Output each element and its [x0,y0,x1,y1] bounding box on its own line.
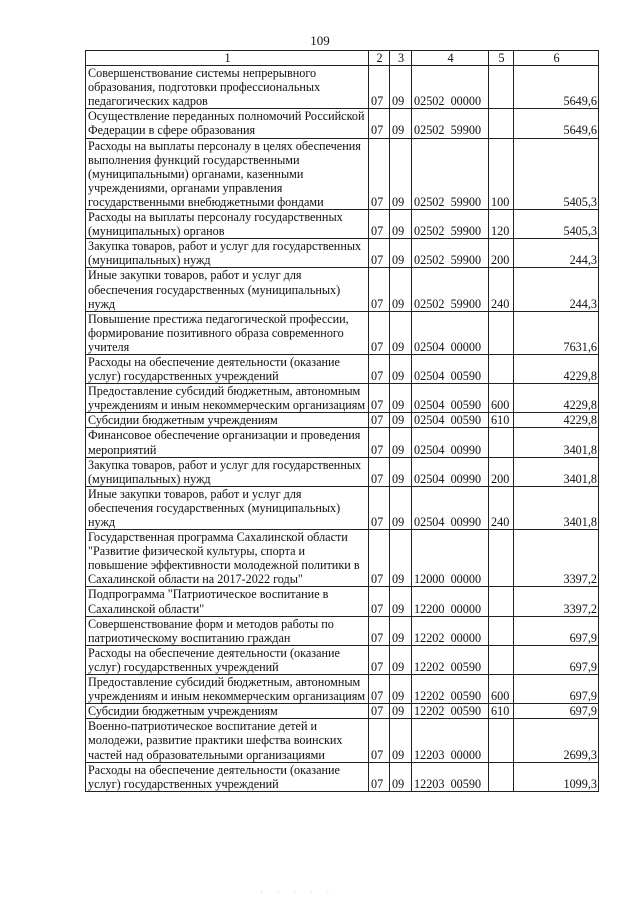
table-row [86,675,599,704]
row-subsection-code: 09 [390,268,412,311]
table-row [86,413,599,428]
row-target-article: 02504 00990 [412,486,489,529]
row-subsection-code: 09 [390,109,412,138]
row-description: Иные закупки товаров, работ и услуг для обеспечения государственных (муниципальных) нужд [86,268,369,311]
row-section-code: 07 [369,109,390,138]
row-expense-type [489,66,514,109]
row-section-code: 07 [369,384,390,413]
row-section-code: 07 [369,645,390,674]
column-header-6: 6 [514,51,599,66]
table-row [86,645,599,674]
row-expense-type: 200 [489,239,514,268]
row-section-code: 07 [369,762,390,791]
row-subsection-code: 09 [390,354,412,383]
row-target-article: 02504 00990 [412,428,489,457]
row-target-article: 02502 59900 [412,138,489,209]
row-subsection-code: 09 [390,384,412,413]
table-header-row [86,51,599,66]
row-amount: 4229,8 [514,354,599,383]
table-row [86,210,599,239]
row-subsection-code: 09 [390,66,412,109]
row-subsection-code: 09 [390,311,412,354]
row-expense-type: 600 [489,675,514,704]
row-amount: 5405,3 [514,210,599,239]
row-amount: 5649,6 [514,109,599,138]
row-section-code: 07 [369,210,390,239]
row-section-code: 07 [369,138,390,209]
row-expense-type [489,428,514,457]
table-row [86,719,599,762]
row-expense-type: 200 [489,457,514,486]
row-amount: 7631,6 [514,311,599,354]
row-subsection-code: 09 [390,530,412,587]
row-description: Закупка товаров, работ и услуг для государственных (муниципальных) нужд [86,457,369,486]
row-subsection-code: 09 [390,413,412,428]
row-subsection-code: 09 [390,645,412,674]
row-target-article: 02502 59900 [412,239,489,268]
row-description: Предоставление субсидий бюджетным, автономным учреждениям и иным некоммерческим организациям [86,384,369,413]
table-row [86,354,599,383]
table-row [86,428,599,457]
row-description: Военно-патриотическое воспитание детей и молодежи, развитие практики шефства воинских частей над образовательными организациями [86,719,369,762]
row-expense-type: 610 [489,704,514,719]
row-section-code: 07 [369,268,390,311]
column-header-1: 1 [86,51,369,66]
row-target-article: 02502 59900 [412,268,489,311]
row-section-code: 07 [369,457,390,486]
row-section-code: 07 [369,616,390,645]
row-expense-type [489,109,514,138]
row-target-article: 02504 00590 [412,354,489,383]
row-target-article: 12202 00590 [412,704,489,719]
row-expense-type: 100 [489,138,514,209]
column-header-5: 5 [489,51,514,66]
row-target-article: 02502 59900 [412,109,489,138]
row-section-code: 07 [369,704,390,719]
row-expense-type: 120 [489,210,514,239]
row-subsection-code: 09 [390,428,412,457]
row-subsection-code: 09 [390,239,412,268]
page-number: 109 [310,33,330,48]
row-expense-type: 600 [489,384,514,413]
row-expense-type [489,587,514,616]
row-target-article: 02502 59900 [412,210,489,239]
row-amount: 3397,2 [514,587,599,616]
row-expense-type: 240 [489,268,514,311]
row-target-article: 02504 00590 [412,413,489,428]
row-description: Расходы на выплаты персоналу государственных (муниципальных) органов [86,210,369,239]
row-amount: 3397,2 [514,530,599,587]
table-row [86,268,599,311]
row-subsection-code: 09 [390,587,412,616]
table-body [86,66,599,792]
row-target-article: 12202 00590 [412,645,489,674]
row-subsection-code: 09 [390,675,412,704]
row-target-article: 02502 00000 [412,66,489,109]
table-row [86,138,599,209]
row-subsection-code: 09 [390,486,412,529]
row-subsection-code: 09 [390,762,412,791]
row-section-code: 07 [369,675,390,704]
column-header-4: 4 [412,51,489,66]
row-target-article: 02504 00000 [412,311,489,354]
row-description: Расходы на обеспечение деятельности (оказание услуг) государственных учреждений [86,762,369,791]
row-target-article: 12202 00000 [412,616,489,645]
row-description: Расходы на выплаты персоналу в целях обеспечения выполнения функций государственными (муниципальными) органами, казенными учреждениями, органами управления государственными внебюджетными фондами [86,138,369,209]
row-target-article: 12000 00000 [412,530,489,587]
row-amount: 2699,3 [514,719,599,762]
row-expense-type [489,530,514,587]
row-description: Совершенствование форм и методов работы по патриотическому воспитанию граждан [86,616,369,645]
row-section-code: 07 [369,311,390,354]
row-amount: 3401,8 [514,457,599,486]
row-amount: 697,9 [514,675,599,704]
table-row [86,384,599,413]
scan-artifact: · · · · · [260,888,336,897]
row-section-code: 07 [369,354,390,383]
table-row [86,109,599,138]
row-section-code: 07 [369,66,390,109]
row-section-code: 07 [369,239,390,268]
row-amount: 4229,8 [514,413,599,428]
row-amount: 3401,8 [514,428,599,457]
row-description: Подпрограмма "Патриотическое воспитание в Сахалинской области" [86,587,369,616]
row-expense-type [489,311,514,354]
row-target-article: 12203 00590 [412,762,489,791]
row-amount: 3401,8 [514,486,599,529]
row-target-article: 12202 00590 [412,675,489,704]
row-expense-type [489,719,514,762]
row-section-code: 07 [369,530,390,587]
row-expense-type [489,762,514,791]
row-description: Государственная программа Сахалинской области "Развитие физической культуры, спорта и повышение эффективности молодежной политики в Сахалинской области на 2017-2022 годы" [86,530,369,587]
column-header-3: 3 [390,51,412,66]
row-section-code: 07 [369,486,390,529]
row-amount: 4229,8 [514,384,599,413]
row-subsection-code: 09 [390,704,412,719]
row-description: Субсидии бюджетным учреждениям [86,704,369,719]
row-description: Иные закупки товаров, работ и услуг для обеспечения государственных (муниципальных) нужд [86,486,369,529]
row-description: Расходы на обеспечение деятельности (оказание услуг) государственных учреждений [86,645,369,674]
row-target-article: 02504 00590 [412,384,489,413]
row-target-article: 12200 00000 [412,587,489,616]
table-row [86,486,599,529]
row-amount: 697,9 [514,616,599,645]
table-row [86,311,599,354]
table-row [86,587,599,616]
row-expense-type: 610 [489,413,514,428]
row-subsection-code: 09 [390,210,412,239]
row-description: Повышение престижа педагогической профессии, формирование позитивного образа современного учителя [86,311,369,354]
row-amount: 1099,3 [514,762,599,791]
column-header-2: 2 [369,51,390,66]
row-amount: 5649,6 [514,66,599,109]
row-amount: 697,9 [514,704,599,719]
row-subsection-code: 09 [390,138,412,209]
table-row [86,530,599,587]
row-expense-type [489,354,514,383]
row-amount: 244,3 [514,239,599,268]
row-expense-type [489,645,514,674]
row-description: Закупка товаров, работ и услуг для государственных (муниципальных) нужд [86,239,369,268]
row-expense-type: 240 [489,486,514,529]
row-target-article: 02504 00990 [412,457,489,486]
table-row [86,66,599,109]
table-row [86,762,599,791]
table-row [86,239,599,268]
row-section-code: 07 [369,719,390,762]
row-subsection-code: 09 [390,616,412,645]
row-subsection-code: 09 [390,719,412,762]
row-description: Совершенствование системы непрерывного образования, подготовки профессиональных педагогических кадров [86,66,369,109]
row-amount: 5405,3 [514,138,599,209]
table-row [86,704,599,719]
row-section-code: 07 [369,413,390,428]
table-row [86,616,599,645]
row-description: Осуществление переданных полномочий Российской Федерации в сфере образования [86,109,369,138]
row-description: Предоставление субсидий бюджетным, автономным учреждениям и иным некоммерческим организациям [86,675,369,704]
row-target-article: 12203 00000 [412,719,489,762]
row-amount: 697,9 [514,645,599,674]
row-section-code: 07 [369,587,390,616]
row-expense-type [489,616,514,645]
row-amount: 244,3 [514,268,599,311]
row-description: Расходы на обеспечение деятельности (оказание услуг) государственных учреждений [86,354,369,383]
table-row [86,457,599,486]
budget-table [85,50,599,792]
row-description: Финансовое обеспечение организации и проведения мероприятий [86,428,369,457]
row-subsection-code: 09 [390,457,412,486]
row-section-code: 07 [369,428,390,457]
row-description: Субсидии бюджетным учреждениям [86,413,369,428]
